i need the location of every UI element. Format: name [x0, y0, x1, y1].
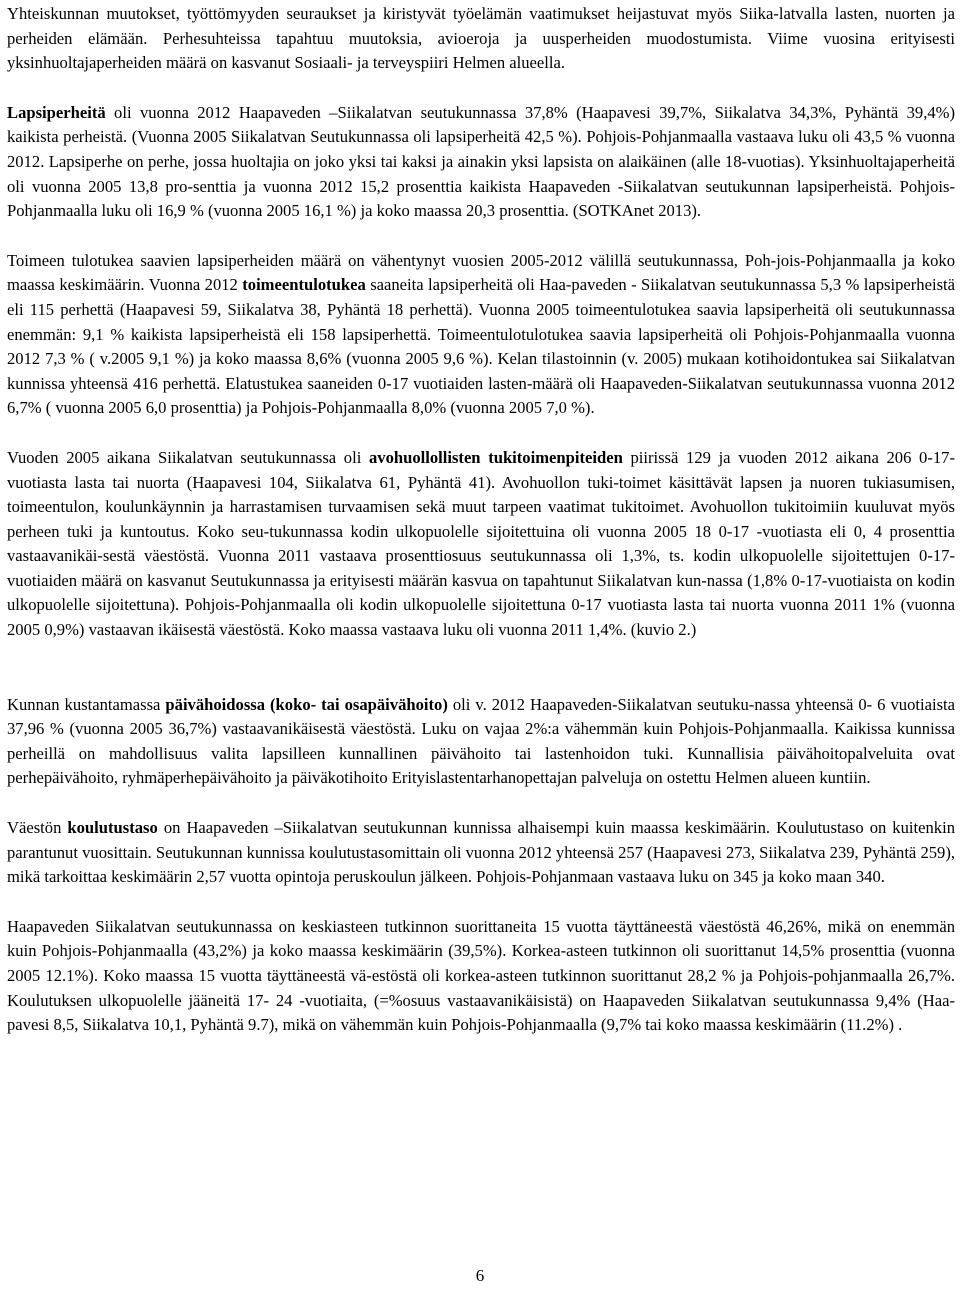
keyword-avohuollollisten-tukitoimenpiteiden: avohuollollisten tukitoimenpiteiden [368, 447, 623, 467]
paragraph-text: Toimeen tulotukea saavien lapsiperheiden määrä on vähentynyt vuosien 2005-2012 välillä seutukunnassa, Poh-jois-Pohjanmaalla ja koko maassa keskimäärin. Vuonna 2012 [7, 250, 955, 295]
paragraph-text: oli vuonna 2012 Haapaveden –Siikalatvan seutukunnassa 37,8% (Haapavesi 39,7%, Siikalatva 34,3%, Pyhäntä 39,4%) kaikista perheistä. (Vuonna 2005 Siikalatvan Seutukunnassa oli lapsiperheitä 42,5 %). Pohjois-Pohjanmaalla vastaava luku oli 43,5 % vuonna 2012. Lapsiperhe on perhe, jossa huoltajia on joko yksi tai kaksi ja ainakin yksi lapsista on alaikäinen (alle 18-vuotias). Yksinhuoltajaperheitä oli vuonna 2005 13,8 pro-senttia ja vuonna 2012 15,2 prosenttia kaikista Haapaveden -Siikalatvan seutukunnan lapsiperheistä. Pohjois-Pohjanmaalla luku oli 16,9 % (vuonna 2005 16,1 %) ja koko maassa 20,3 prosenttia. (SOTKAnet 2013). [7, 102, 955, 221]
paragraph-text: oli v. 2012 Haapaveden-Siikalatvan seutuku-nassa yhteensä 0- 6 vuotiaista 37,96 % (vuonna 2005 36,7%) vastaavanikäisestä väestöstä. Luku on vajaa 2%:a vähemmän kuin Pohjois-Pohjanmaalla. Kaikissa kunnissa perheillä on mahdollisuus valita lapsilleen kunnallinen päivähoito tai lastenhoidon tuki. Kunnallisia päivähoitopalveluita ovat perhepäivähoito, ryhmäperhepäivähoito ja päiväkotihoito Erityislastentarhanopettajan palveluja on ostettu Helmen alueen kuntiin. [7, 694, 956, 788]
keyword-toimeentulotukea: toimeentulotukea [242, 275, 366, 295]
paragraph-open-care-support [7, 446, 955, 643]
paragraph-text: on Haapaveden –Siikalatvan seutukunnan kunnissa alhaisempi kuin maassa keskimäärin. Koulutustaso on kuitenkin parantunut vuosittain. Seutukunnan kunnissa koulutustasomittain oli vuonna 2012 yhteensä 257 (Haapavesi 273, Siikalatva 239, Pyhäntä 259), mikä tarkoittaa keskimäärin 2,57 vuotta opintoja peruskoulun jälkeen. Pohjois-Pohjanmaan vastaava luku on 345 ja koko maan 340. [7, 818, 956, 887]
paragraph-text: Väestön [7, 818, 68, 838]
paragraph-text: saaneita lapsiperheitä oli Haa-paveden - Siikalatvan seutukunnassa 5,3 % lapsiperheistä eli 115 perhettä (Haapavesi 59, Siikalatva 38, Pyhäntä 18 perhettä). Vuonna 2005 toimeentulotukea saavia lapsiperheitä oli seutukunnassa enemmän: 9,1 % kaikista lapsiperheistä eli 158 lapsiperhettä. Toimeentulotulotukea saavia lapsiperheitä oli Pohjois-Pohjanmaalla vuonna 2012 7,3 % ( v.2005 9,1 %) ja koko maassa 8,6% (vuonna 2005 9,6 %). Kelan tilastoinnin (v. 2005) mukaan kotihoidontukea sai Siikalatvan kunnissa yhteensä 416 perhettä. Elatustukea saaneiden 0-17 vuotiaiden lasten-määrä oli Haapaveden-Siikalatvan seutukunnassa vuonna 2012 6,7% ( vuonna 2005 6,0 prosenttia) ja Pohjois-Pohjanmaalla 8,0% (vuonna 2005 7,0 %). [7, 275, 956, 418]
paragraph-family-changes [7, 2, 955, 76]
paragraph-education-level [7, 816, 955, 890]
paragraph-degrees [7, 915, 955, 1038]
page-number: 6 [475, 1266, 485, 1285]
keyword-lapsiperheita: Lapsiperheitä [7, 102, 106, 122]
paragraph-income-support [7, 249, 955, 421]
keyword-paivahoidossa: päivähoidossa (koko- tai osapäivähoito) [165, 694, 448, 714]
paragraph-text: Haapaveden Siikalatvan seutukunnassa on keskiasteen tutkinnon suorittaneita 15 vuotta täyttäneestä väestöstä 46,26%, mikä on enemmän kuin Pohjois-Pohjanmaalla (43,2%) ja koko maassa keskimäärin (39,5%). Korkea-asteen tutkinnon oli suorittanut 14,5% prosenttia (vuonna 2005 12.1%). Koko maassa 15 vuotta täyttäneestä vä-estöstä oli korkea-asteen tutkinnon suorittanut 28,2 % ja Pohjois-pohjanmaalla 26,7%. Koulutuksen ulkopuolelle jääneitä 17- 24 -vuotiaita, (=%osuus vastaavanikäisistä) on Haapaveden Siikalatvan seutukunnassa 9,4% (Haa-pavesi 8,5, Siikalatva 10,1, Pyhäntä 9.7), mikä on vähemmän kuin Pohjois-Pohjanmaalla (9,7% tai koko maassa keskimäärin (11.2%) . [7, 916, 955, 1035]
paragraph-text: Vuoden 2005 aikana Siikalatvan seutukunnassa oli [7, 447, 369, 467]
paragraph-text: Kunnan kustantamassa [7, 694, 166, 714]
keyword-koulutustaso: koulutustaso [67, 818, 158, 838]
paragraph-families-with-children [7, 101, 955, 224]
paragraph-text: piirissä 129 ja vuoden 2012 aikana 206 0-17-vuotiasta lasta tai nuorta (Haapavesi 104, Siikalatva 61, Pyhäntä 41). Avohuollon tuki-toimet käsittävät lapsen ja nuoren tukiasumisen, toimeentulon, koulunkäynnin ja harrastamisen turvaamisen sekä muut tarpeen vaatimat tukitoimet. Avohuollon tukitoimiin kuuluvat myös perheen tuki ja kuntoutus. Koko seu-tukunnassa kodin ulkopuolelle sijoitettuina oli vuonna 2005 18 0-17 -vuotiasta eli 0, 4 prosenttia vastaavanikäi-sestä väestöstä. Vuonna 2011 vastaava prosenttiosuus seutukunnassa oli 1,3%, ts. kodin ulkopuolelle sijoitettujen 0-17-vuotiaiden määrä on kasvanut Seutukunnassa ja erityisesti määrän kasvua on tapahtunut Siikalatvan kun-nassa (1,8% 0-17-vuotiaista on kodin ulkopuolelle sijoitettuna). Pohjois-Pohjanmaalla oli kodin ulkopuolelle sijoitettuna 0-17 vuotiasta lasta tai nuorta vuonna 2011 1% (vuonna 2005 0,9%) vastaavan ikäisestä väestöstä. Koko maassa vastaava luku oli vuonna 2011 1,4%. (kuvio 2.) [7, 447, 955, 640]
paragraph-daycare [7, 693, 955, 791]
document-page [7, 2, 955, 1038]
paragraph-text: Yhteiskunnan muutokset, työttömyyden seuraukset ja kiristyvät työelämän vaatimukset heijastuvat myös Siika-latvalla lasten, nuorten ja perheiden elämään. Perhesuhteissa tapahtuu muutoksia, avioeroja ja uusperheiden muodostumista. Viime vuosina erityisesti yksinhuoltajaperheiden määrä on kasvanut Sosiaali- ja terveyspiiri Helmen alueella. [7, 4, 955, 73]
